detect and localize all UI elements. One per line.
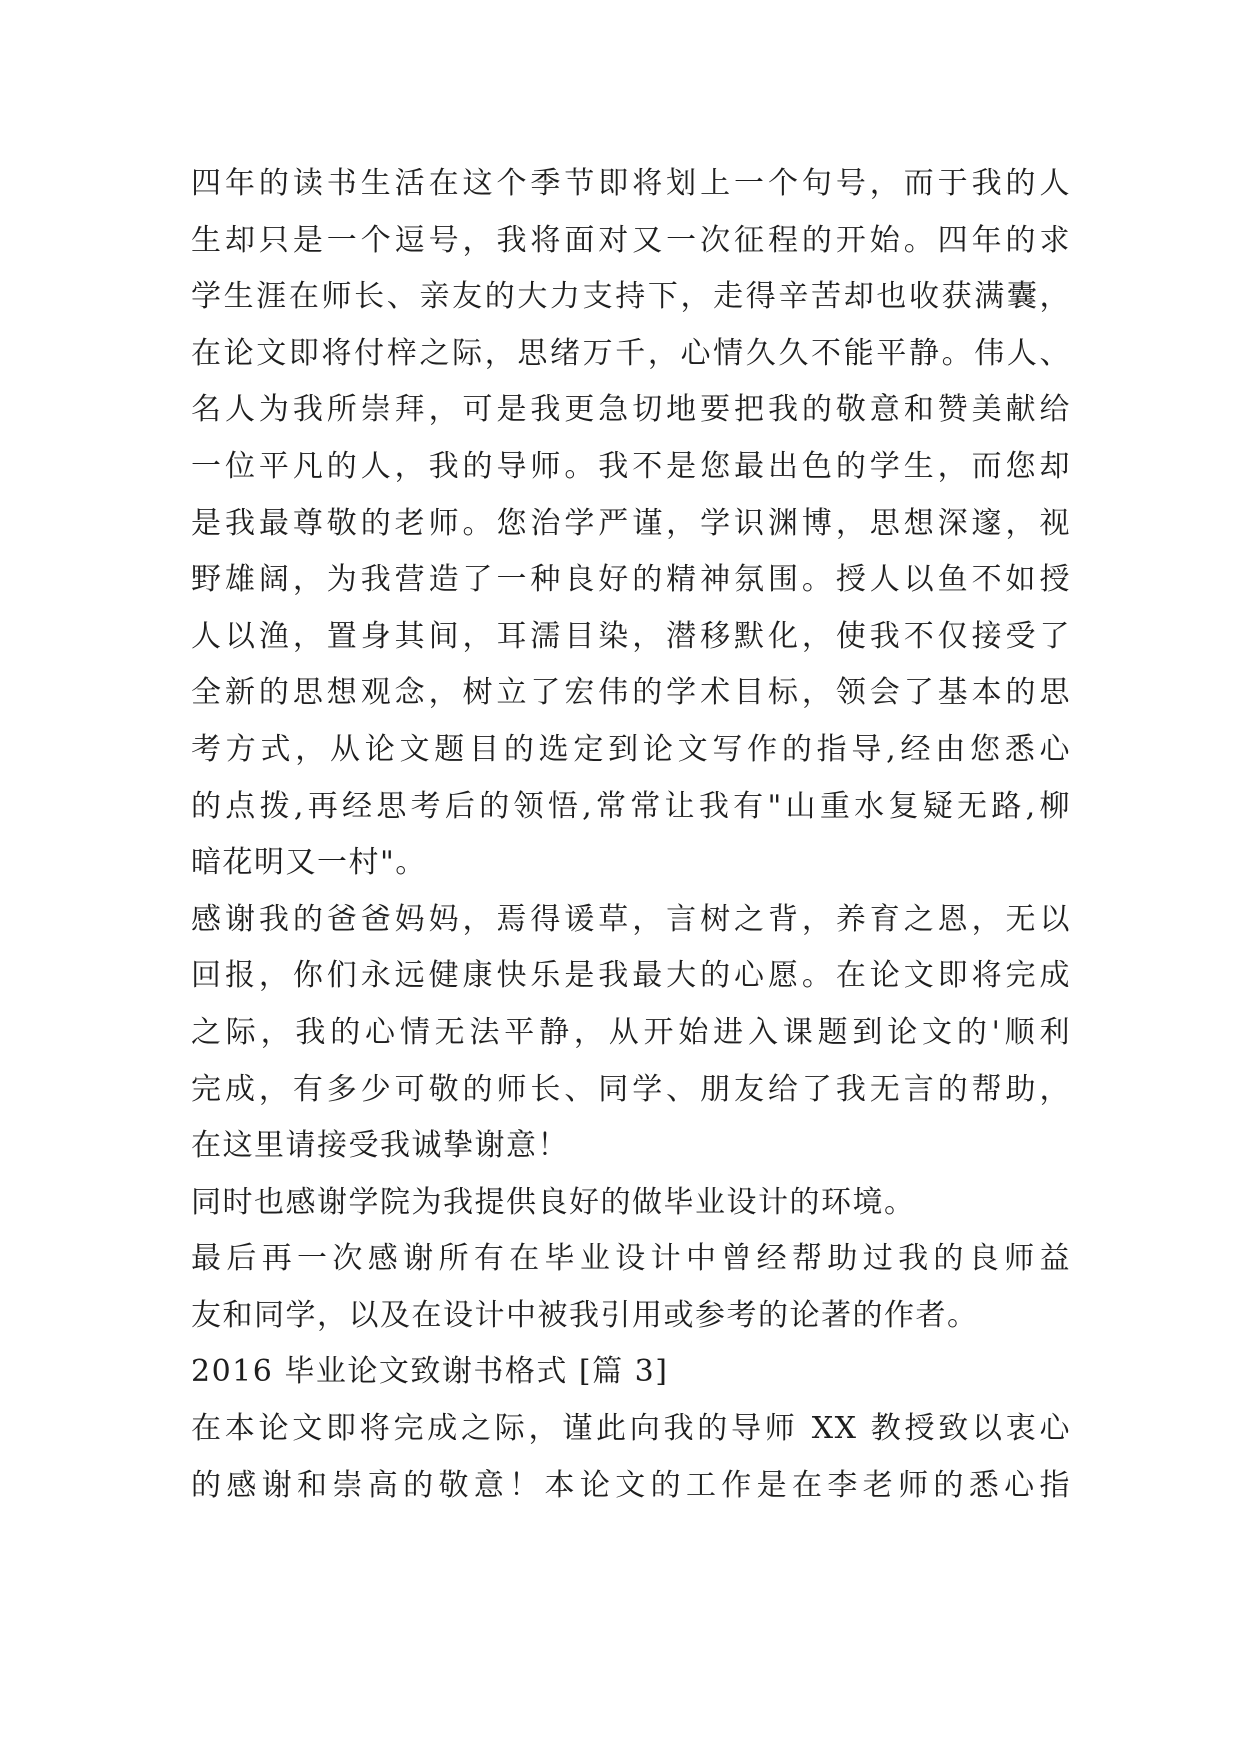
- text-line: 人以渔，置身其间，耳濡目染，潜移默化，使我不仅接受了: [191, 618, 1071, 654]
- text-line: 在本论文即将完成之际，谨此向我的导师 XX 教授致以衷心: [191, 1411, 1071, 1447]
- text-line: 名人为我所崇拜，可是我更急切地要把我的敬意和赞美献给: [191, 392, 1071, 428]
- text-line: 在论文即将付梓之际，思绪万千，心情久久不能平静。伟人、: [191, 335, 1071, 371]
- paragraph-college-thanks: [191, 1175, 1071, 1232]
- text-line: 四年的读书生活在这个季节即将划上一个句号，而于我的人: [191, 166, 1071, 201]
- text-line: 的感谢和崇高的敬意！本论文的工作是在李老师的悉心指: [191, 1467, 1071, 1503]
- text-line: 友和同学，以及在设计中被我引用或参考的论著的作者。: [191, 1297, 979, 1333]
- text-line: 是我最尊敬的老师。您治学严谨，学识渊博，思想深邃，视: [191, 505, 1071, 541]
- text-line: 考方式，从论文题目的选定到论文写作的指导,经由您悉心: [191, 731, 1071, 767]
- text-line: 完成，有多少可敬的师长、同学、朋友给了我无言的帮助，: [191, 1071, 1071, 1107]
- text-line: 同时也感谢学院为我提供良好的做毕业设计的环境。: [191, 1184, 916, 1220]
- text-line: 学生涯在师长、亲友的大力支持下，走得辛苦却也收获满囊，: [191, 279, 1071, 315]
- document-body: [191, 156, 1071, 1514]
- text-line: 感谢我的爸爸妈妈，焉得谖草，言树之背，养育之恩，无以: [191, 901, 1071, 937]
- text-line: 暗花明又一村"。: [191, 845, 427, 881]
- paragraph-parents-thanks: [191, 892, 1071, 1175]
- text-line: 的点拨,再经思考后的领悟,常常让我有"山重水复疑无路,柳: [191, 788, 1071, 824]
- text-line: 在这里请接受我诚挚谢意！: [191, 1128, 569, 1164]
- section-heading: [191, 1344, 1071, 1401]
- text-line: 回报，你们永远健康快乐是我最大的心愿。在论文即将完成: [191, 958, 1071, 994]
- text-line: 之际，我的心情无法平静，从开始进入课题到论文的'顺利: [191, 1014, 1071, 1050]
- text-line: 野雄阔，为我营造了一种良好的精神氛围。授人以鱼不如授: [191, 562, 1071, 598]
- section-title: 2016 毕业论文致谢书格式 [篇 3]: [191, 1354, 669, 1390]
- paragraph-final-thanks: [191, 1231, 1071, 1344]
- paragraph-advisor-thanks: [191, 156, 1071, 892]
- text-line: 一位平凡的人，我的导师。我不是您最出色的学生，而您却: [191, 448, 1071, 484]
- paragraph-section-3: [191, 1401, 1071, 1514]
- text-line: 最后再一次感谢所有在毕业设计中曾经帮助过我的良师益: [191, 1241, 1071, 1277]
- text-line: 生却只是一个逗号，我将面对又一次征程的开始。四年的求: [191, 222, 1071, 258]
- text-line: 全新的思想观念，树立了宏伟的学术目标，领会了基本的思: [191, 675, 1071, 711]
